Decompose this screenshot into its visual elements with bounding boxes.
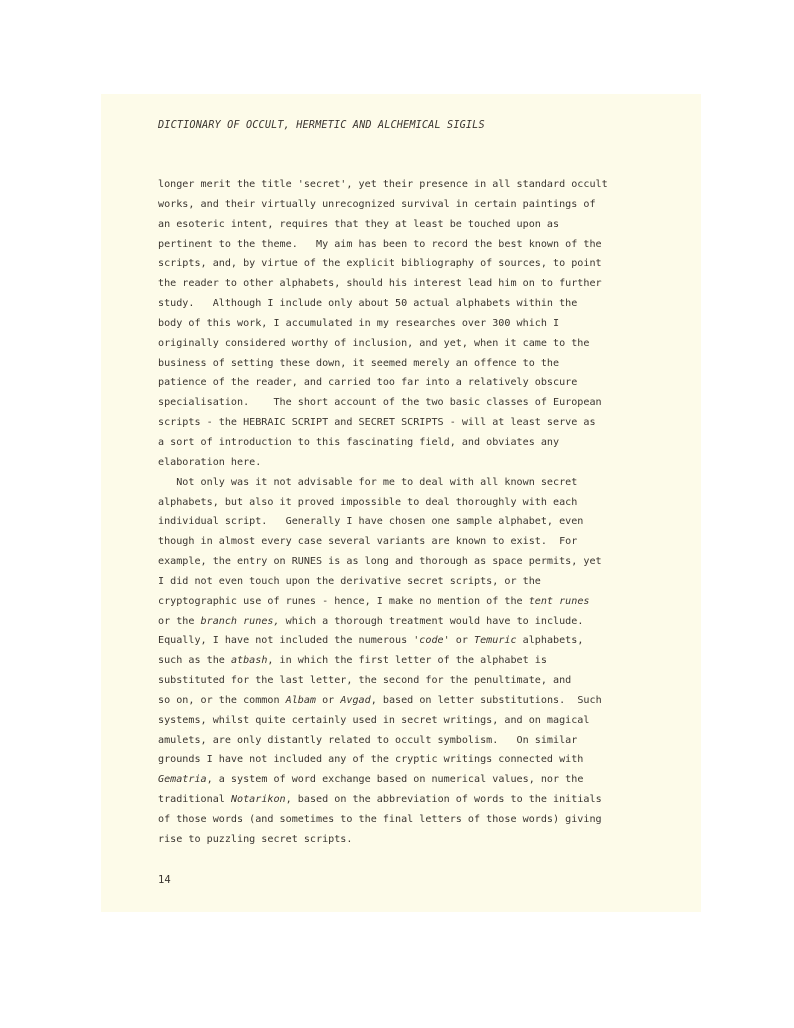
- italic-term: branch runes,: [200, 615, 280, 627]
- text-run: example, the entry on RUNES is as long and thorough as space permits, yet: [158, 556, 602, 568]
- text-run: rise to puzzling secret scripts.: [158, 833, 353, 845]
- text-line: [158, 493, 678, 513]
- italic-term: tent runes: [528, 595, 590, 607]
- text-run: traditional: [158, 794, 231, 806]
- italic-term: Gematria: [158, 774, 207, 786]
- text-line: [158, 770, 678, 790]
- text-run: systems, whilst quite certainly used in secret writings, and on magical: [158, 714, 590, 726]
- text-line: [158, 671, 678, 691]
- text-run: or: [316, 694, 341, 706]
- text-line: [158, 631, 678, 651]
- text-run: specialisation. The short account of the two basic classes of European: [158, 397, 602, 409]
- text-run: , a system of word exchange based on numerical values, nor the: [206, 774, 584, 786]
- text-line: [158, 790, 678, 810]
- text-line: [158, 175, 678, 195]
- text-run: body of this work, I accumulated in my researches over 300 which I: [158, 317, 560, 329]
- text-line: [158, 711, 678, 731]
- text-line: [158, 691, 678, 711]
- text-line: [158, 334, 678, 354]
- page-number: 14: [158, 874, 171, 886]
- text-line: [158, 532, 678, 552]
- text-line: [158, 552, 678, 572]
- text-run: the reader to other alphabets, should his interest lead him on to further: [158, 278, 602, 290]
- text-line: [158, 215, 678, 235]
- text-line: [158, 731, 678, 751]
- text-run: grounds I have not included any of the cryptic writings connected with: [158, 754, 584, 766]
- text-line: [158, 254, 678, 274]
- text-run: patience of the reader, and carried too far into a relatively obscure: [158, 377, 578, 389]
- italic-term: Temuric: [474, 635, 517, 647]
- running-header: DICTIONARY OF OCCULT, HERMETIC AND ALCHEMICAL SIGILS: [158, 120, 485, 131]
- text-line: [158, 750, 678, 770]
- italic-term: atbash: [230, 655, 268, 667]
- text-run: of those words (and sometimes to the final letters of those words) giving: [158, 814, 602, 825]
- italic-term: Notarikon: [230, 794, 286, 806]
- text-line: [158, 453, 678, 473]
- text-run: substituted for the last letter, the second for the penultimate, and: [158, 675, 572, 687]
- text-line: [158, 433, 678, 453]
- text-run: I did not even touch upon the derivative secret scripts, or the: [158, 575, 541, 587]
- text-run: an esoteric intent, requires that they at least be touched upon as: [158, 218, 560, 230]
- text-run: amulets, are only distantly related to occult symbolism. On similar: [158, 734, 578, 746]
- text-line: [158, 830, 678, 850]
- text-run: study. Although I include only about 50 actual alphabets within the: [158, 298, 578, 310]
- text-line: [158, 810, 678, 830]
- text-line: [158, 612, 678, 632]
- text-line: [158, 274, 678, 294]
- text-run: business of setting these down, it seemed merely an offence to the: [158, 357, 560, 369]
- text-run: individual script. Generally I have chosen one sample alphabet, even: [158, 516, 584, 528]
- text-run: alphabets,: [516, 635, 584, 647]
- text-run: , in which the first letter of the alphabet is: [267, 655, 547, 667]
- text-run: Equally, I have not included the numerous: [158, 635, 414, 647]
- text-run: or: [449, 635, 475, 647]
- text-line: [158, 572, 678, 592]
- text-run: alphabets, but also it proved impossible to deal thoroughly with each: [158, 496, 578, 508]
- text-run: elaboration here.: [158, 456, 262, 468]
- text-line: [158, 413, 678, 433]
- text-run: cryptographic use of runes - hence, I make no mention of the: [158, 595, 529, 607]
- text-line: [158, 314, 678, 334]
- text-line: [158, 195, 678, 215]
- text-run: , based on letter substitutions. Such: [370, 694, 602, 706]
- body-text: [158, 175, 678, 850]
- text-run: so on, or the common: [158, 694, 286, 706]
- book-page: [101, 94, 701, 912]
- text-line: [158, 592, 678, 612]
- text-run: such as the: [158, 655, 231, 667]
- text-line: [158, 393, 678, 413]
- text-run: though in almost every case several variants are known to exist. For: [158, 536, 578, 548]
- text-run: scripts, and, by virtue of the explicit bibliography of sources, to point: [158, 258, 602, 270]
- italic-term: Albam: [285, 694, 317, 706]
- text-run: longer merit the title 'secret', yet their presence in all standard occult: [158, 179, 608, 190]
- text-line: [158, 512, 678, 532]
- text-line: [158, 473, 678, 493]
- italic-term: 'code': [413, 635, 450, 647]
- text-line: [158, 373, 678, 393]
- text-run: or the: [158, 615, 201, 627]
- text-run: Not only was it not advisable for me to deal with all known secret: [158, 476, 578, 488]
- text-line: [158, 235, 678, 255]
- text-run: , based on the abbreviation of words to the initials: [285, 794, 602, 806]
- text-line: [158, 651, 678, 671]
- text-run: a sort of introduction to this fascinating field, and obviates any: [158, 436, 560, 448]
- text-run: originally considered worthy of inclusion, and yet, when it came to the: [158, 337, 590, 349]
- italic-term: Avgad: [340, 694, 371, 706]
- text-run: which a thorough treatment would have to include.: [279, 615, 584, 627]
- text-run: pertinent to the theme. My aim has been to record the best known of the: [158, 238, 602, 250]
- text-run: scripts - the HEBRAIC SCRIPT and SECRET SCRIPTS - will at least serve as: [158, 417, 596, 429]
- text-line: [158, 294, 678, 314]
- text-line: [158, 354, 678, 374]
- text-run: works, and their virtually unrecognized survival in certain paintings of: [158, 198, 596, 210]
